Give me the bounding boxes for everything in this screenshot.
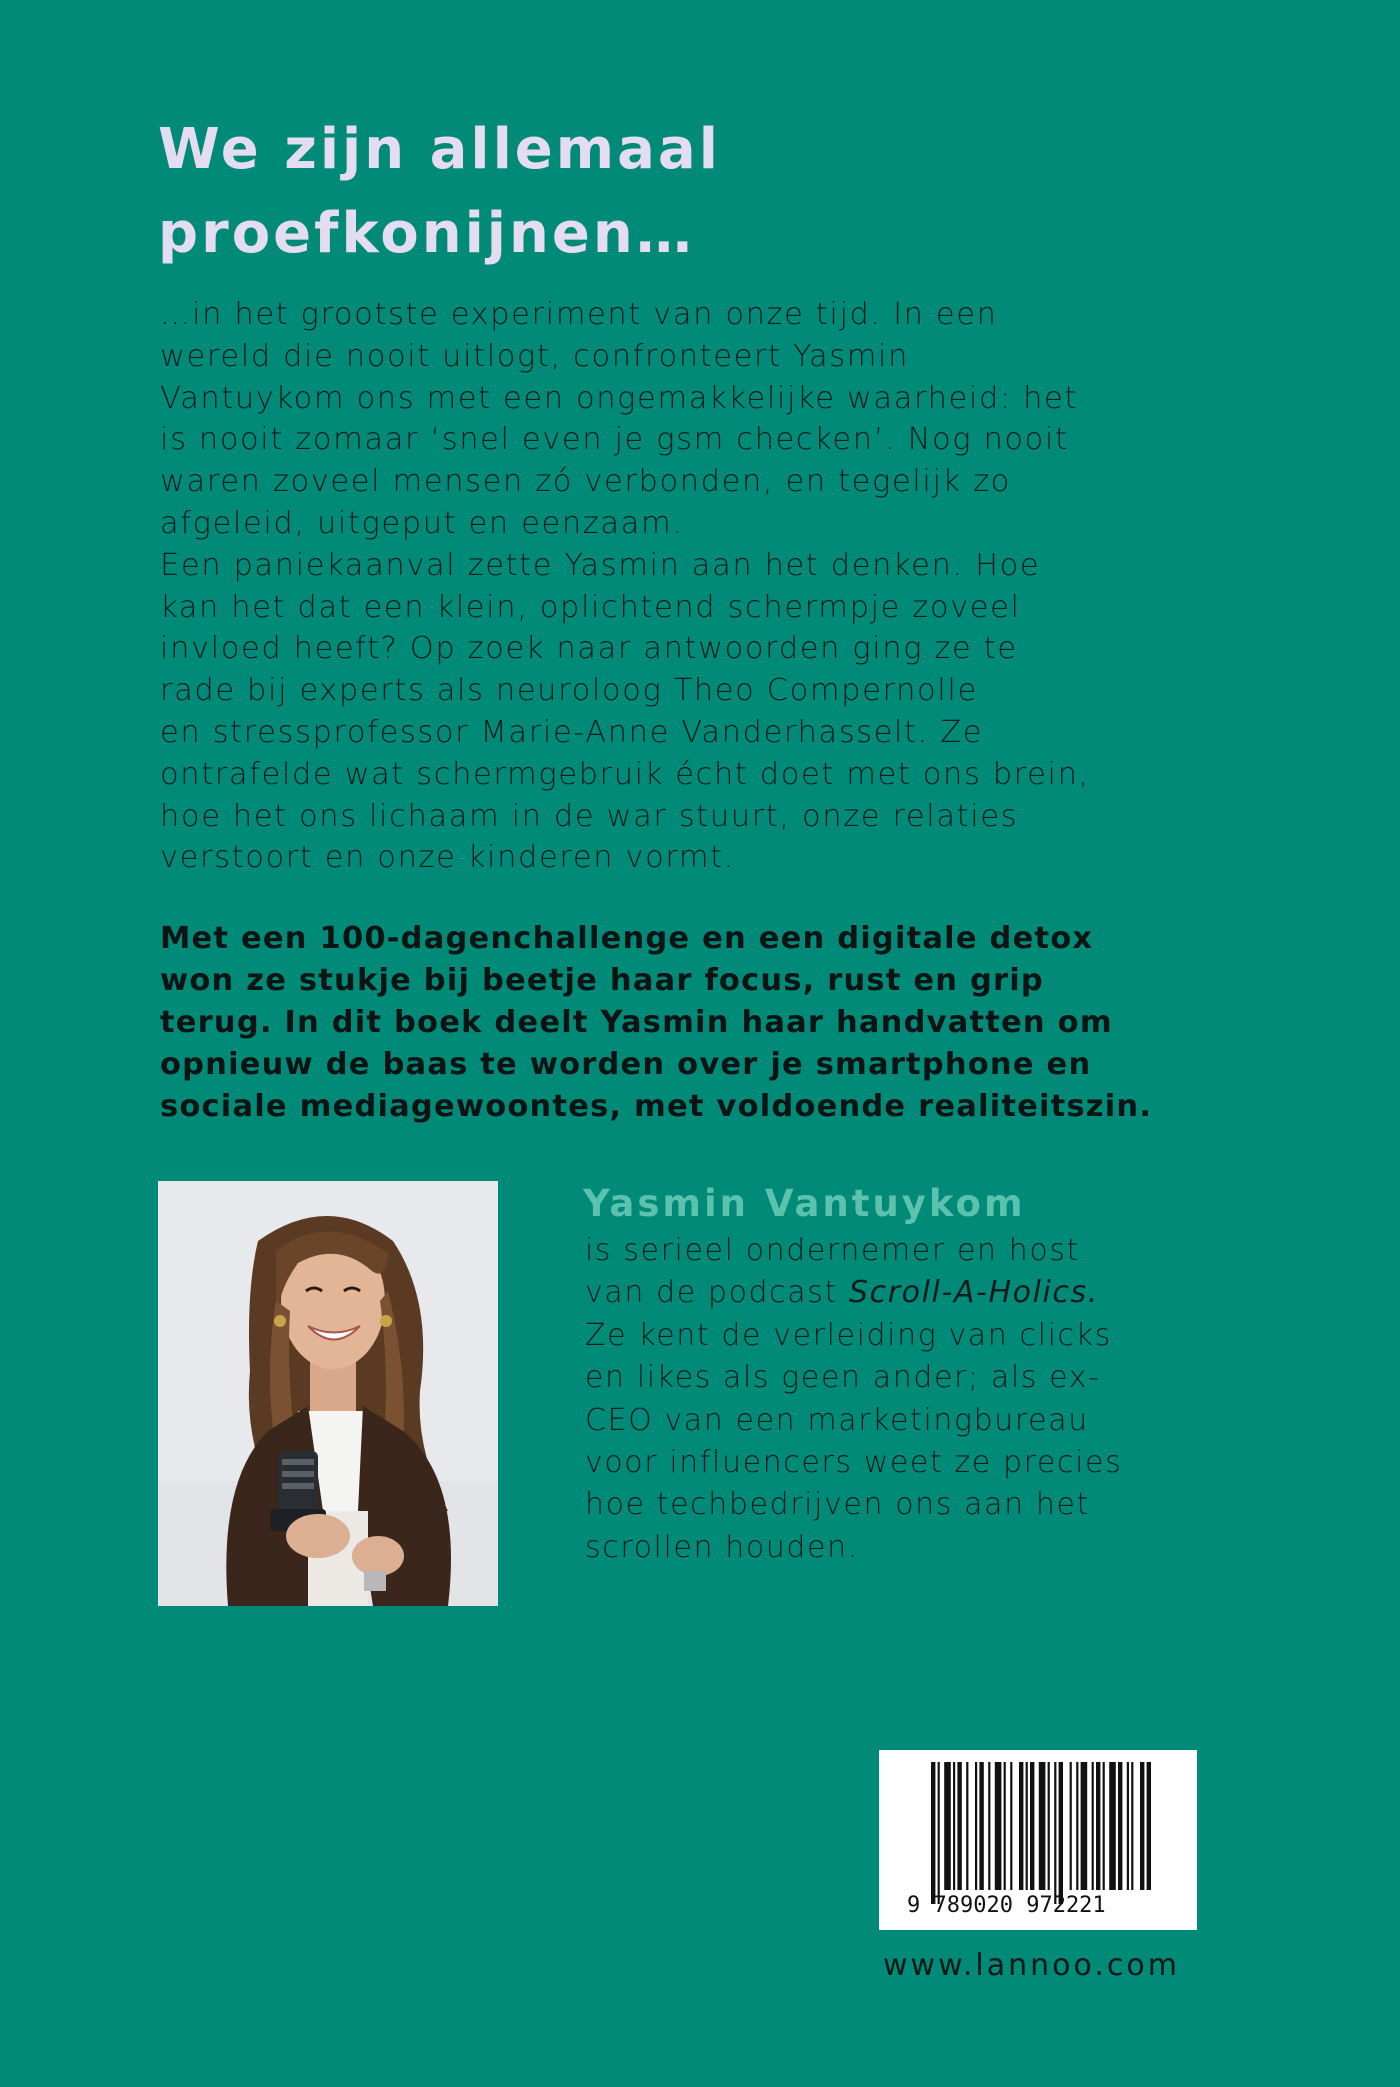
publisher-website: www.lannoo.com — [883, 1948, 1180, 1983]
barcode-digits: 9 789020 972221 — [907, 1893, 1106, 1918]
intro-line: wereld die nooit uitlogt, confronteert Yasmin — [160, 338, 910, 374]
barcode-bar — [1127, 1762, 1129, 1890]
barcode-bar — [979, 1762, 983, 1890]
barcode-bar — [944, 1762, 951, 1890]
barcode-bar — [1096, 1762, 1100, 1890]
barcode-bar — [931, 1762, 935, 1904]
intro-line: …in het grootste experiment van onze tijd. In een — [160, 297, 998, 332]
barcode-bar — [1039, 1762, 1046, 1890]
title-line: proefkonijnen… — [158, 201, 695, 266]
isbn-barcode — [879, 1750, 1197, 1930]
barcode-bar — [1030, 1762, 1034, 1890]
author-photo — [158, 1181, 498, 1606]
intro-line: kan het dat een klein, oplichtend schermpje zoveel — [160, 589, 1021, 625]
intro-line: hoe het ons lichaam in de war stuurt, onze relaties — [160, 798, 1019, 834]
highlight-line: opnieuw de baas te worden over je smartphone en — [160, 1047, 1092, 1082]
barcode-bar — [1076, 1762, 1078, 1890]
barcode-bar — [1048, 1762, 1050, 1890]
barcode-bar — [988, 1762, 990, 1890]
barcode-bar — [975, 1762, 977, 1890]
highlight-line: Met een 100-dagenchallenge en een digitale detox — [160, 921, 1094, 956]
intro-line: en stressprofessor Marie-Anne Vanderhasselt. Ze — [160, 714, 984, 750]
barcode-bar — [995, 1762, 1002, 1890]
barcode-bar — [1118, 1762, 1122, 1890]
barcode-bar — [953, 1762, 955, 1890]
barcode-bar — [1081, 1762, 1088, 1890]
barcode-bar — [1103, 1762, 1105, 1890]
barcode-bar — [1004, 1762, 1006, 1890]
intro-line: afgeleid, uitgeput en eenzaam. — [160, 505, 684, 541]
barcode-bar — [1092, 1762, 1094, 1890]
book-title — [158, 108, 1058, 276]
barcode-bar — [1109, 1762, 1116, 1890]
bio-line: voor influencers weet ze precies — [585, 1445, 1123, 1481]
intro-line: is nooit zomaar ‘snel even je gsm checken’. Nog nooit — [160, 422, 1069, 458]
intro-line: rade bij experts als neuroloog Theo Compernolle — [160, 673, 978, 709]
barcode-bar — [1010, 1762, 1012, 1890]
intro-line: ontrafelde wat schermgebruik écht doet met ons brein, — [160, 756, 1090, 792]
title-line: We zijn allemaal — [158, 117, 721, 182]
barcode-bar — [1131, 1762, 1133, 1890]
barcode-bar — [957, 1762, 961, 1890]
barcode-bar — [938, 1762, 940, 1904]
author-name: Yasmin Vantuykom — [583, 1182, 1026, 1225]
bio-line: Ze kent de verleiding van clicks — [585, 1317, 1112, 1353]
intro-paragraph — [160, 294, 1290, 879]
intro-line: invloed heeft? Op zoek naar antwoorden ging ze te — [160, 631, 1018, 667]
barcode-bar — [1054, 1762, 1056, 1904]
intro-line: Een paniekaanval zette Yasmin aan het denken. Hoe — [160, 547, 1041, 583]
barcode-bar — [1026, 1762, 1028, 1890]
barcode-bar — [1140, 1762, 1144, 1890]
highlight-line: sociale mediagewoontes, met voldoende realiteitszin. — [160, 1089, 1153, 1124]
highlight-paragraph — [160, 918, 1310, 1128]
bio-line-prefix: van de podcast — [585, 1275, 849, 1311]
bio-line: is serieel ondernemer en host — [585, 1233, 1080, 1268]
barcode-bar — [1059, 1762, 1063, 1904]
intro-line: verstoort en onze kinderen vormt. — [160, 840, 736, 876]
intro-line: waren zoveel mensen zó verbonden, en tegelijk zo — [160, 464, 1011, 500]
barcode-bar — [1147, 1762, 1151, 1890]
bio-line — [585, 1272, 1225, 1314]
bio-line: CEO van een marketingbureau — [585, 1402, 1089, 1438]
highlight-line: terug. In dit boek deelt Yasmin haar handvatten om — [160, 1005, 1113, 1040]
bio-line: en likes als geen ander; als ex- — [585, 1360, 1101, 1396]
barcode-bar — [1070, 1762, 1072, 1890]
podcast-name: Scroll-A-Holics. — [848, 1275, 1099, 1311]
barcode-bar — [1019, 1762, 1023, 1890]
highlight-line: won ze stukje bij beetje haar focus, rust en grip — [160, 963, 1044, 998]
barcode-bar — [966, 1762, 968, 1890]
author-bio — [585, 1230, 1225, 1569]
bio-line: scrollen houden. — [585, 1529, 859, 1565]
bio-line: hoe techbedrijven ons aan het — [585, 1487, 1090, 1523]
intro-line: Vantuykom ons met een ongemakkelijke waarheid: het — [160, 380, 1078, 416]
